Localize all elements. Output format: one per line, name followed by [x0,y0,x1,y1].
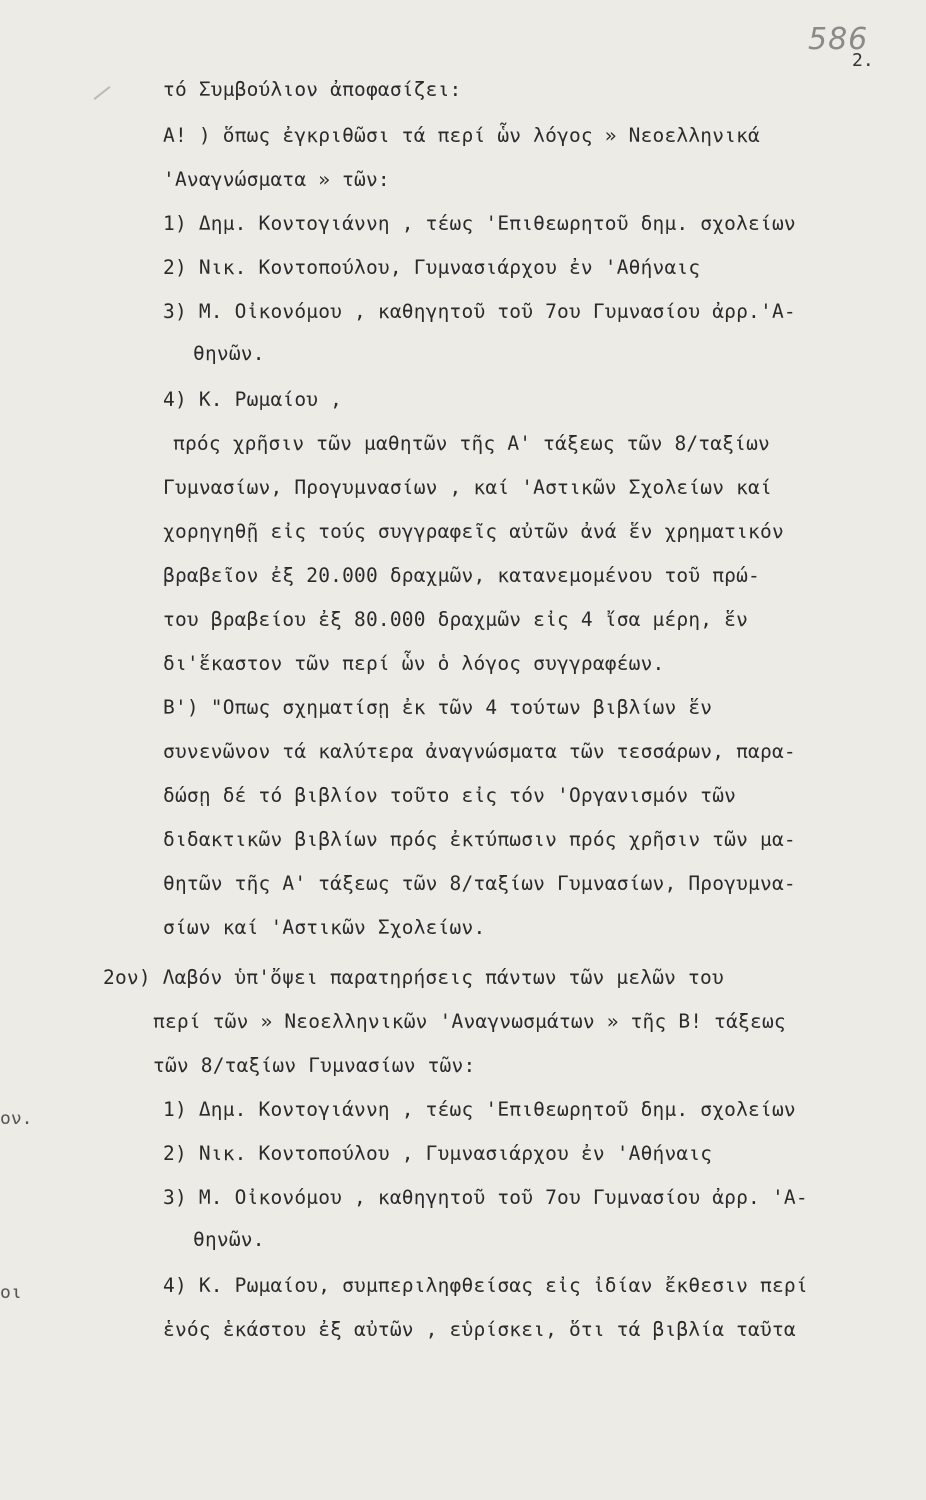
text-line: διδακτικῶν βιβλίων πρός ἐκτύπωσιν πρός χρῆσιν τῶν μα- [163,828,796,851]
text-line: 3) Μ. Οἰκονόμου , καθηγητοῦ τοῦ 7ου Γυμνασίου ἀρρ. 'Α- [163,1186,808,1209]
text-line: Α! ) ὅπως ἐγκριθῶσι τά περί ὧν λόγος » Νεοελληνικά [163,124,760,147]
text-line: ἑνός ἑκάστου ἐξ αὐτῶν , εὑρίσκει, ὅτι τά βιβλία ταῦτα [163,1318,796,1341]
text-line: θητῶν τῆς Α' τάξεως τῶν 8/ταξίων Γυμνασίων, Προγυμνα- [163,872,796,895]
text-line: 2) Νικ. Κοντοπούλου , Γυμνασιάρχου ἐν 'Αθήναις [163,1142,713,1165]
edge-text: οι [0,1282,22,1303]
text-line: χορηγηθῇ εἰς τούς συγγραφεῖς αὐτῶν ἀνά ἕν χρηματικόν [163,520,784,543]
text-line: θηνῶν. [193,342,265,365]
text-line: συνενῶνον τά καλύτερα ἀναγνώσματα τῶν τεσσάρων, παρα- [163,740,796,763]
text-line: 4) Κ. Ρωμαίου , [163,388,343,411]
text-line: του βραβείου ἐξ 80.000 δραχμῶν εἰς 4 ἴσα μέρη, ἕν [163,608,749,631]
text-line: περί τῶν » Νεοελληνικῶν 'Αναγνωσμάτων » τῆς Β! τάξεως [153,1010,786,1033]
text-line: Β') "Οπως σχηματίσῃ ἐκ τῶν 4 τούτων βιβλίων ἕν [163,696,713,719]
edge-text: ον. [0,1108,33,1129]
text-line: 2ον) Λαβόν ὑπ'ὄψει παρατηρήσεις πάντων τῶν μελῶν του [103,966,724,989]
text-line: 'Αναγνώσματα » τῶν: [163,168,390,191]
text-line: 1) Δημ. Κοντογιάννη , τέως 'Επιθεωρητοῦ δημ. σχολείων [163,212,796,235]
text-line: τῶν 8/ταξίων Γυμνασίων τῶν: [153,1054,476,1077]
page-number: 2. [852,50,874,71]
margin-mark [94,86,111,100]
text-line: τό Συμβούλιον ἀποφασίζει: [163,78,462,101]
text-line: 3) Μ. Οἰκονόμου , καθηγητοῦ τοῦ 7ου Γυμνασίου ἀρρ.'Α- [163,300,796,323]
text-line: 1) Δημ. Κοντογιάννη , τέως 'Επιθεωρητοῦ δημ. σχολείων [163,1098,796,1121]
text-line: δώσῃ δέ τό βιβλίον τοῦτο εἰς τόν 'Οργανισμόν τῶν [163,784,737,807]
text-line: Γυμνασίων, Προγυμνασίων , καί 'Αστικῶν Σχολείων καί [163,476,772,499]
text-line: δι'ἕκαστον τῶν περί ὧν ὁ λόγος συγγραφέων. [163,652,665,675]
text-line: βραβεῖον ἐξ 20.000 δραχμῶν, κατανεμομένου τοῦ πρώ- [163,564,760,587]
text-line: πρός χρῆσιν τῶν μαθητῶν τῆς Α' τάξεως τῶν 8/ταξίων [173,432,770,455]
text-line: σίων καί 'Αστικῶν Σχολείων. [163,916,486,939]
text-line: 2) Νικ. Κοντοπούλου, Γυμνασιάρχου ἐν 'Αθήναις [163,256,701,279]
handwritten-folio-number: 586 [808,22,869,57]
text-line: θηνῶν. [193,1228,265,1251]
text-line: 4) Κ. Ρωμαίου, συμπεριληφθείσας εἰς ἰδίαν ἔκθεσιν περί [163,1274,808,1297]
